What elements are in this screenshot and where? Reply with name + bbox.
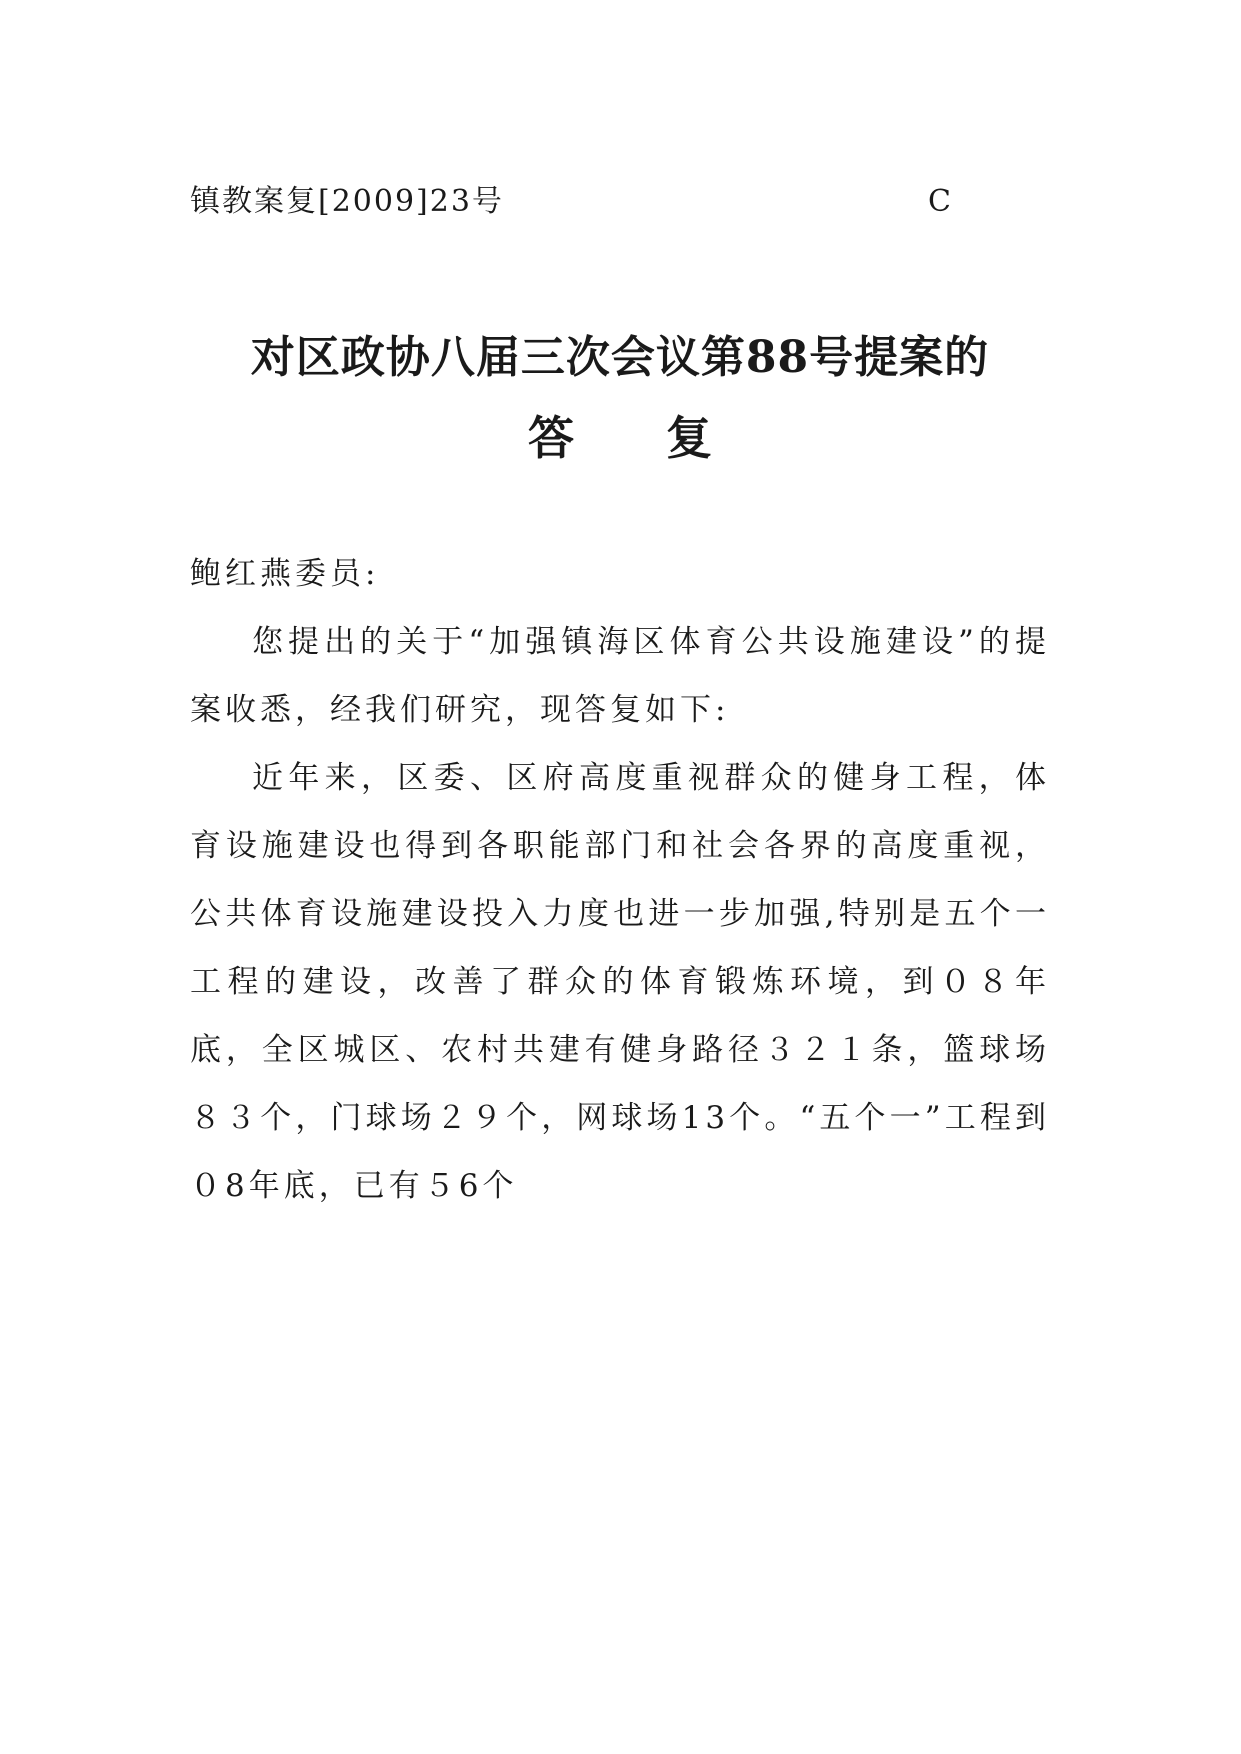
body-paragraph-main: 近年来，区委、区府高度重视群众的健身工程，体育设施建设也得到各职能部门和社会各界的高度重视，公共体育设施建设投入力度也进一步加强,特别是五个一工程的建设，改善了群众的体育锻炼环境，到０８年底，全区城区、农村共建有健身路径３２１条，篮球场８３个，门球场２９个，网球场13个。“五个一”工程到０8年底，已有５6个 <box>190 760 1050 1204</box>
classification-mark: C <box>928 184 951 219</box>
salutation: 鲍红燕委员: <box>190 556 380 592</box>
document-title: 对区政协八届三次会议第88号提案的 <box>250 332 990 383</box>
document-title-reply: 答 复 <box>528 411 712 465</box>
document-body <box>190 540 1050 1220</box>
body-paragraph-intro: 您提出的关于“加强镇海区体育公共设施建设”的提案收悉，经我们研究，现答复如下: <box>190 624 1050 728</box>
document-number: 镇教案复[2009]23号 <box>190 184 504 219</box>
